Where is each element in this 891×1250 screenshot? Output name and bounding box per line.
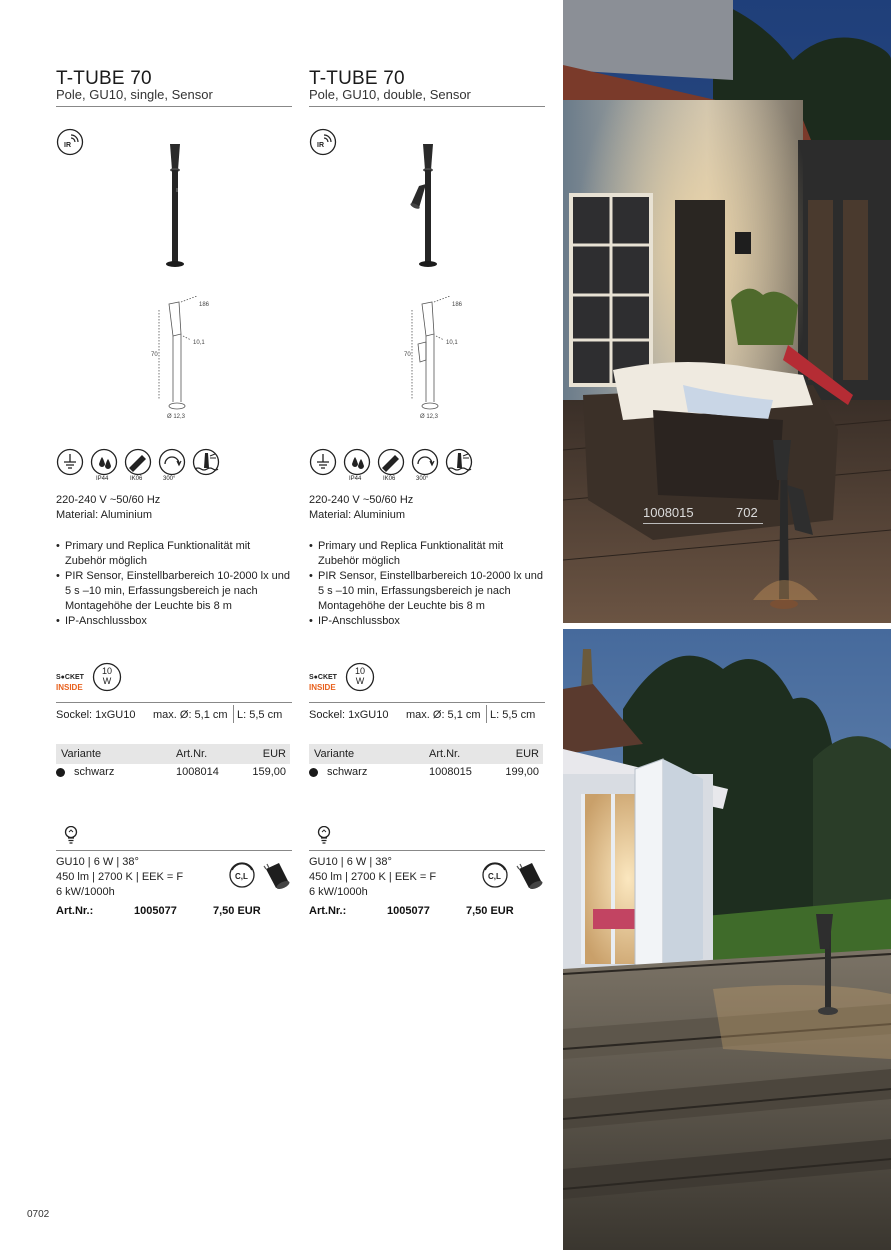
divider — [56, 850, 292, 851]
lamp-length: L: 5,5 cm — [237, 709, 283, 721]
variant-artnr: 1008015 — [429, 766, 472, 778]
lamp-artnr: 1005077 — [387, 905, 430, 917]
divider — [233, 705, 234, 723]
variant-color: schwarz — [327, 766, 368, 778]
product-photo-double — [409, 140, 449, 272]
socket-type: Sockel: 1xGU10 — [56, 709, 136, 721]
protection-class-icon — [56, 448, 86, 482]
certification-icons — [309, 448, 489, 484]
variant-column-header: Variante — [61, 748, 102, 760]
electrical-specs — [56, 493, 160, 523]
dimension-height-label: 70 — [404, 352, 411, 358]
socket-spec-row — [56, 702, 292, 724]
lamp-specs: GU10 | 6 W | 38° 450 lm | 2700 K | EEK = F 6 kW/1000h — [56, 856, 184, 898]
cl-badge-icon — [228, 860, 256, 888]
ip-rating-icon — [343, 448, 373, 482]
socket-inside-logo — [309, 668, 341, 694]
lightbulb-icon — [317, 826, 331, 844]
svg-text:S●CKET: S●CKET — [56, 674, 84, 681]
dimension-base-label: Ø 12,3 — [167, 414, 186, 420]
product-subtitle: Pole, GU10, single, Sensor — [56, 87, 213, 102]
ir-sensor-icon — [56, 128, 84, 156]
socket-inside-logo — [56, 668, 88, 694]
svg-text:IK06: IK06 — [130, 476, 143, 482]
caption-page-ref: 702 — [736, 505, 758, 520]
lamp-price: 7,50 EUR — [466, 905, 514, 917]
svg-text:C,L: C,L — [488, 872, 501, 881]
svg-text:IP44: IP44 — [96, 476, 109, 482]
lamp-specs: GU10 | 6 W | 38° 450 lm | 2700 K | EEK = F 6 kW/1000h — [309, 856, 437, 898]
terrace-scene-photo — [563, 0, 891, 623]
svg-text:S●CKET: S●CKET — [309, 674, 337, 681]
dimension-width-label: 186 — [199, 302, 210, 308]
voltage-spec: 220-240 V ~50/60 Hz — [56, 494, 161, 506]
gazebo-garden-photo — [563, 629, 891, 1250]
list-item: • IP-Anschlussbox — [309, 614, 545, 629]
dimension-width-label: 186 — [452, 302, 463, 308]
voltage-spec: 220-240 V ~50/60 Hz — [309, 494, 414, 506]
lamp-artnr: 1005077 — [134, 905, 177, 917]
variant-artnr: 1008014 — [176, 766, 219, 778]
electrical-specs — [309, 493, 413, 523]
lamp-price: 7,50 EUR — [213, 905, 261, 917]
socket-type: Sockel: 1xGU10 — [309, 709, 389, 721]
svg-text:C,L: C,L — [235, 872, 248, 881]
ir-sensor-icon — [309, 128, 337, 156]
impact-rating-icon — [377, 448, 407, 482]
lightbulb-icon — [64, 826, 78, 844]
artnr-column-header: Art.Nr. — [176, 748, 208, 760]
divider — [309, 850, 545, 851]
coastal-suitable-icon — [445, 448, 475, 482]
divider — [486, 705, 487, 723]
protection-class-icon — [309, 448, 339, 482]
variant-color: schwarz — [74, 766, 115, 778]
wattage-label: 10 W — [101, 666, 112, 686]
material-spec: Material: Aluminium — [309, 509, 405, 521]
product-title: T-TUBE 70 — [56, 68, 152, 89]
svg-text:IR: IR — [317, 142, 324, 149]
list-item: • Primary und Replica Funktionalität mit Zubehör möglich — [56, 539, 292, 569]
list-item: • PIR Sensor, Einstellbarbereich 10-2000 lx und 5 s –10 min, Erfassungsbereich je nach Montagehöhe der Leuchte bis 8 m — [56, 569, 292, 614]
variant-price: 199,00 — [505, 766, 539, 778]
certification-icons — [56, 448, 236, 484]
max-diameter: max. Ø: 5,1 cm — [153, 709, 228, 721]
socket-spec-row — [309, 702, 545, 724]
rotation-icon — [411, 448, 441, 482]
dimension-base-label: Ø 12,3 — [420, 414, 439, 420]
feature-list — [56, 539, 292, 629]
wattage-label: 10 W — [354, 666, 365, 686]
product-subtitle: Pole, GU10, double, Sensor — [309, 87, 471, 102]
svg-text:IK06: IK06 — [383, 476, 396, 482]
svg-text:INSIDE: INSIDE — [56, 683, 83, 692]
color-swatch — [56, 768, 65, 777]
art-label: Art.Nr.: — [309, 905, 347, 917]
lamp-length: L: 5,5 cm — [490, 709, 536, 721]
dimension-height-label: 70 — [151, 352, 158, 358]
variant-table-header — [309, 744, 543, 764]
dimension-drawing — [151, 296, 231, 421]
ip-rating-icon — [90, 448, 120, 482]
svg-text:IP44: IP44 — [349, 476, 362, 482]
art-label: Art.Nr.: — [56, 905, 94, 917]
svg-text:300°: 300° — [163, 476, 176, 482]
dimension-head-label: 10,1 — [193, 340, 205, 346]
page-number: 0702 — [27, 1209, 50, 1220]
divider — [643, 523, 763, 524]
dimension-head-label: 10,1 — [446, 340, 458, 346]
gu10-lamp-image — [263, 861, 293, 889]
material-spec: Material: Aluminium — [56, 509, 152, 521]
gu10-lamp-image — [516, 861, 546, 889]
color-swatch — [309, 768, 318, 777]
table-row — [56, 765, 290, 783]
cl-badge-icon — [481, 860, 509, 888]
rotation-icon — [158, 448, 188, 482]
feature-list — [309, 539, 545, 629]
divider — [309, 106, 545, 107]
list-item: • PIR Sensor, Einstellbarbereich 10-2000 lx und 5 s –10 min, Erfassungsbereich je nach Montagehöhe der Leuchte bis 8 m — [309, 569, 545, 614]
caption-art-number: 1008015 — [643, 505, 694, 520]
eur-column-header: EUR — [262, 748, 286, 760]
list-item: • Primary und Replica Funktionalität mit Zubehör möglich — [309, 539, 545, 569]
svg-text:300°: 300° — [416, 476, 429, 482]
product-photo-single — [156, 140, 196, 272]
divider — [56, 106, 292, 107]
variant-column-header: Variante — [314, 748, 355, 760]
svg-text:IR: IR — [64, 142, 71, 149]
variant-table-header — [56, 744, 290, 764]
impact-rating-icon — [124, 448, 154, 482]
dimension-drawing — [404, 296, 484, 421]
eur-column-header: EUR — [515, 748, 539, 760]
list-item: • IP-Anschlussbox — [56, 614, 292, 629]
product-title: T-TUBE 70 — [309, 68, 405, 89]
table-row — [309, 765, 543, 783]
svg-text:INSIDE: INSIDE — [309, 683, 336, 692]
variant-price: 159,00 — [252, 766, 286, 778]
coastal-suitable-icon — [192, 448, 222, 482]
max-diameter: max. Ø: 5,1 cm — [406, 709, 481, 721]
artnr-column-header: Art.Nr. — [429, 748, 461, 760]
